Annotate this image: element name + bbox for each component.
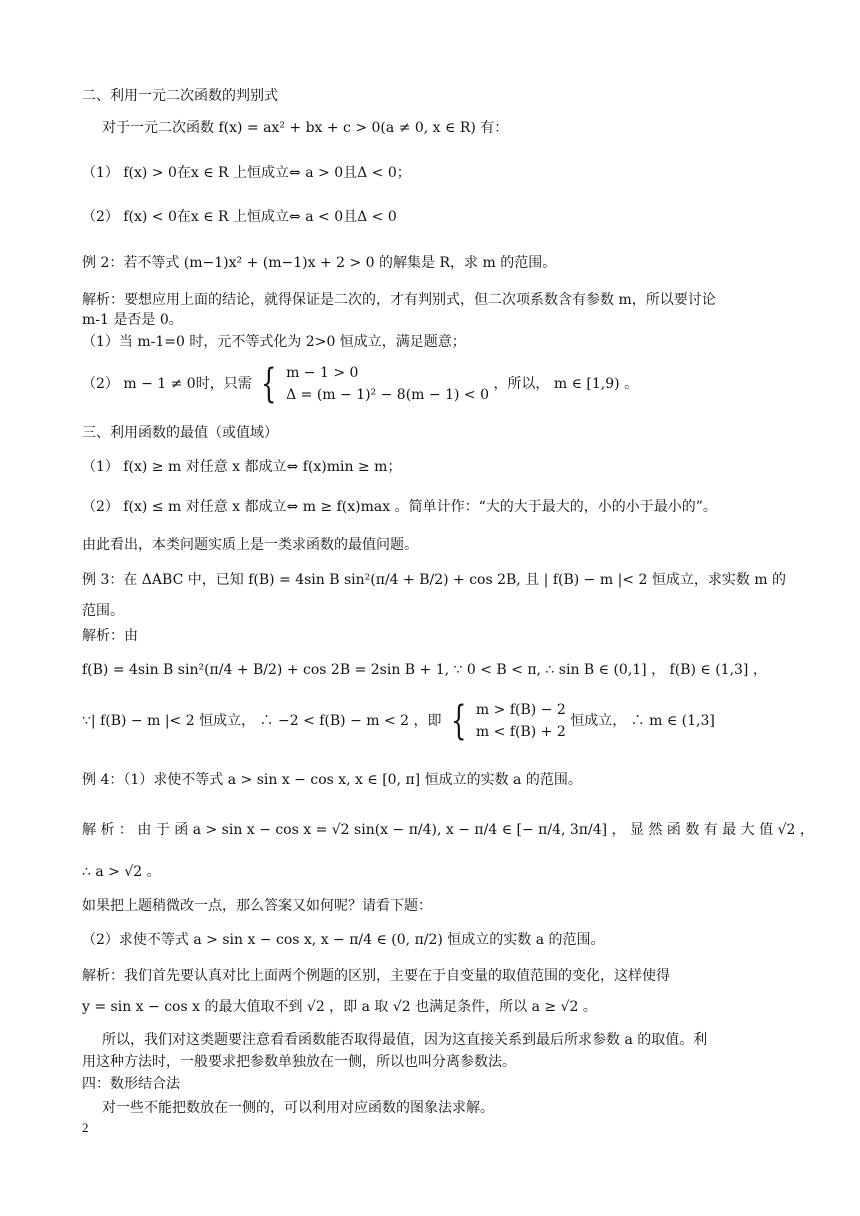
document-page bbox=[82, 0, 814, 1216]
ex3-result: 恒成立， ∴ m ∈ (1,3] bbox=[570, 713, 715, 729]
example-2-case1: （1）当 m-1=0 时，元不等式化为 2>0 恒成立，满足题意； bbox=[82, 334, 466, 350]
example-3-solution-label: 解析：由 bbox=[82, 628, 138, 644]
quadratic-intro: 对于一元二次函数 f(x) = ax² + bx + c > 0(a ≠ 0, x ∈ R) 有： bbox=[102, 120, 509, 136]
case2-result: ，所以， m ∈ [1,9) 。 bbox=[493, 376, 639, 392]
example-3: 例 3：在 ΔABC 中，已知 f(B) = 4sin B sin²(π/4 + B/2) + cos 2B, 且 | f(B) − m |< 2 恒成立，求实数 m 的 bbox=[82, 572, 786, 588]
left-brace: { bbox=[261, 361, 277, 407]
rule-positive: （1） f(x) > 0在x ∈ R 上恒成立⇔ a > 0且Δ < 0； bbox=[82, 165, 411, 181]
example-4-solution: 解 析 ： 由 于 函 a > sin x − cos x = √2 sin(x − π/4), x − π/4 ∈ [− π/4, 3π/4] ， 显 然 函 数 有 最 大 值 √2 ， bbox=[82, 822, 814, 838]
ex3-system bbox=[446, 697, 566, 745]
case2-prefix: （2） m − 1 ≠ 0时，只需 bbox=[82, 376, 252, 392]
example-3-cont: 范围。 bbox=[82, 603, 124, 619]
transition-line: 如果把上题稍微改一点，那么答案又如何呢？请看下题： bbox=[82, 898, 432, 914]
example-2-solution-line2: m-1 是否是 0。 bbox=[82, 312, 183, 328]
example-2-case2 bbox=[82, 360, 638, 410]
section-2-title: 二、利用一元二次函数的判别式 bbox=[82, 88, 278, 104]
paragraph-line1: 所以，我们对这类题要注意看看函数能否取得最值，因为这直接关系到最后所求参数 a 的取值。利 bbox=[102, 1032, 708, 1048]
rule-min: （1） f(x) ≥ m 对任意 x 都成立⇔ f(x)min ≥ m； bbox=[82, 459, 402, 475]
system-line-2: Δ = (m − 1)² − 8(m − 1) < 0 bbox=[286, 387, 489, 403]
rule-max: （2） f(x) ≤ m 对任意 x 都成立⇔ m ≥ f(x)max 。简单计作：“大的大于最大的，小的小于最小的”。 bbox=[82, 499, 717, 515]
example-4-part2: （2）求使不等式 a > sin x − cos x, x − π/4 ∈ (0, π/2) 恒成立的实数 a 的范围。 bbox=[82, 932, 605, 948]
case2-system bbox=[256, 360, 489, 408]
system-line-1: m − 1 > 0 bbox=[286, 365, 359, 381]
example-4-part2-solution-line2: y = sin x − cos x 的最大值取不到 √2 ，即 a 取 √2 也满足条件，所以 a ≥ √2 。 bbox=[82, 999, 597, 1015]
section-4-text: 对一些不能把数放在一侧的，可以利用对应函数的图象法求解。 bbox=[102, 1100, 494, 1116]
rule-negative: （2） f(x) < 0在x ∈ R 上恒成立⇔ a < 0且Δ < 0 bbox=[82, 209, 397, 225]
left-brace: { bbox=[451, 698, 467, 744]
example-2-solution-line1: 解析：要想应用上面的结论，就得保证是二次的，才有判别式，但二次项系数含有参数 m，所以要讨论 bbox=[82, 292, 716, 308]
paragraph-line2: 用这种方法时，一般要求把参数单独放在一侧，所以也叫分离参数法。 bbox=[82, 1054, 516, 1070]
example-4-part2-solution-line1: 解析：我们首先要认真对比上面两个例题的区别，主要在于自变量的取值范围的变化，这样使得 bbox=[82, 968, 670, 984]
example-4-result: ∴ a > √2 。 bbox=[82, 864, 161, 880]
section-4-title: 四：数形结合法 bbox=[82, 1076, 180, 1092]
system-line-2: m < f(B) + 2 bbox=[475, 724, 566, 740]
page-number: 2 bbox=[82, 1120, 89, 1135]
example-2: 例 2：若不等式 (m−1)x² + (m−1)x + 2 > 0 的解集是 R，求 m 的范围。 bbox=[82, 255, 557, 271]
example-3-derivation: f(B) = 4sin B sin²(π/4 + B/2) + cos 2B = 2sin B + 1, ∵ 0 < B < π, ∴ sin B ∈ (0,1] ， f(B) ∈ (1,3] ， bbox=[82, 662, 767, 678]
example-3-conclusion bbox=[82, 697, 715, 747]
summary-line: 由此看出，本类问题实质上是一类求函数的最值问题。 bbox=[82, 537, 418, 553]
ex3-prefix: ∵| f(B) − m |< 2 恒成立， ∴ −2 < f(B) − m < 2 ，即 bbox=[82, 713, 442, 729]
section-3-title: 三、利用函数的最值（或值域） bbox=[82, 425, 278, 441]
system-line-1: m > f(B) − 2 bbox=[475, 702, 566, 718]
example-4: 例 4：（1）求使不等式 a > sin x − cos x, x ∈ [0, π] 恒成立的实数 a 的范围。 bbox=[82, 772, 582, 788]
